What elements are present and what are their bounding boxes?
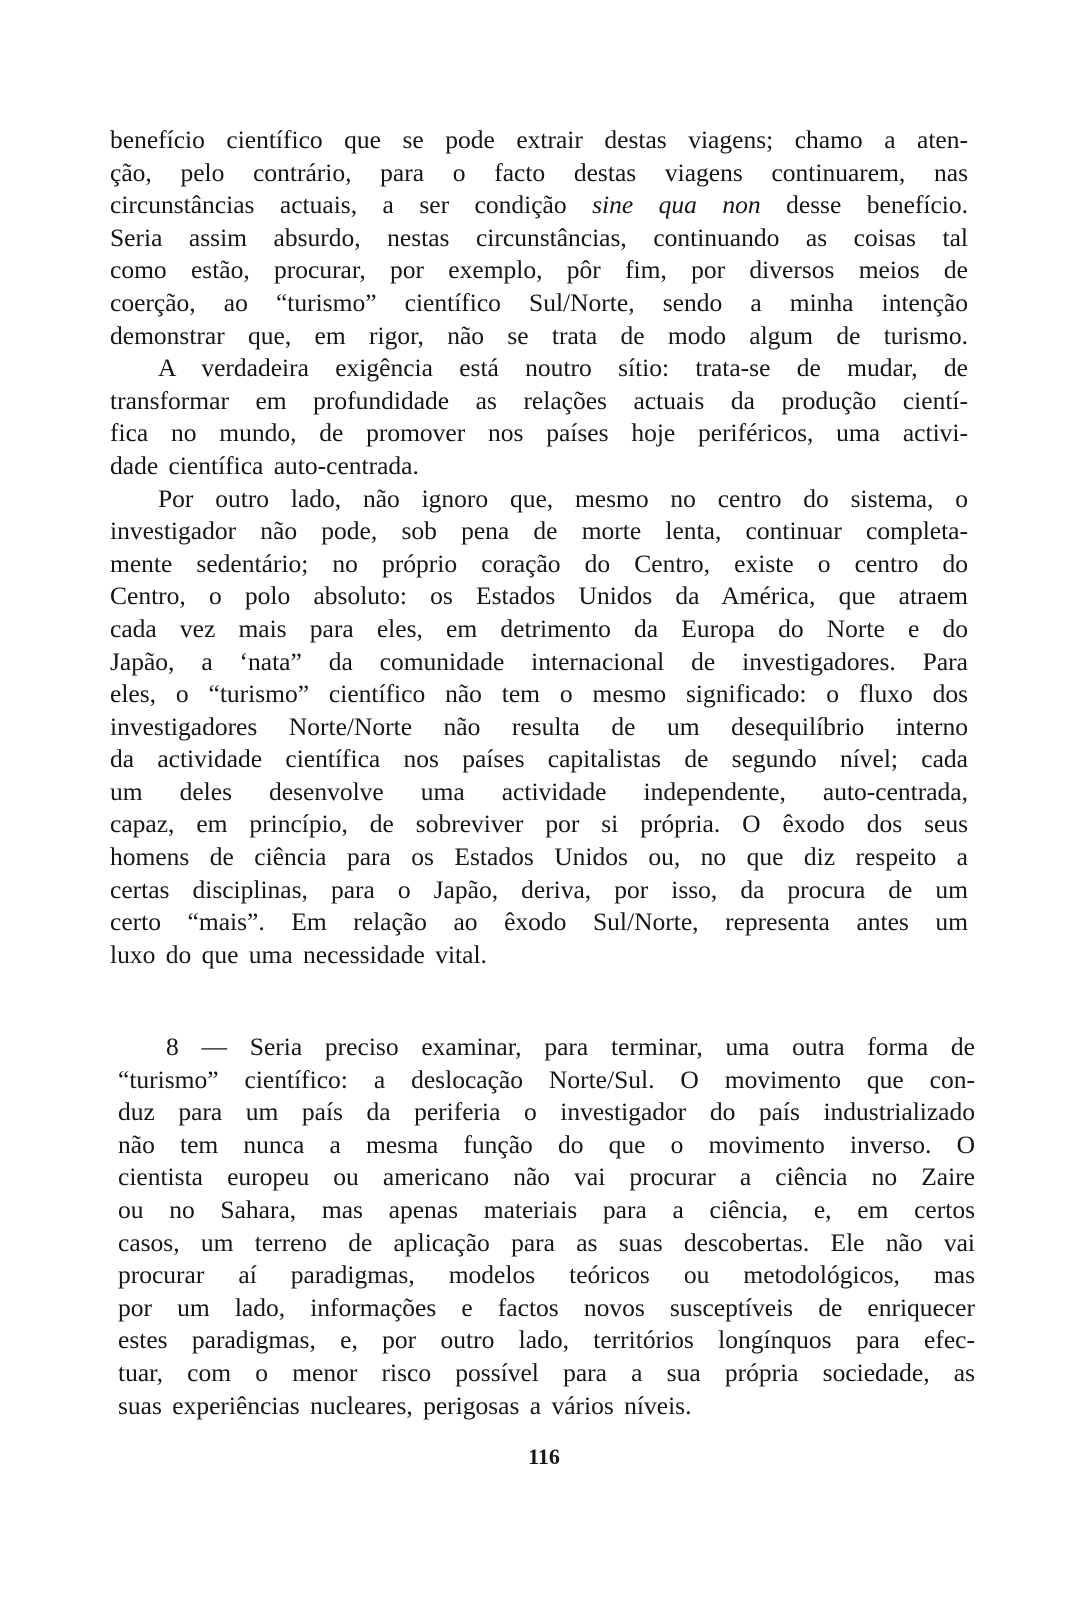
text-line [110, 287, 968, 320]
line-text: não tem nunca a mesma função do que o movimento inverso. O [118, 1129, 975, 1159]
text-line [110, 743, 968, 776]
line-text: cada vez mais para eles, em detrimento da Europa do Norte e do [110, 613, 968, 643]
text-section-1 [110, 124, 968, 971]
text-line [110, 808, 968, 841]
line-text: “turismo” científico: a deslocação Norte/Sul. O movimento que con- [118, 1064, 975, 1094]
text-line [110, 320, 968, 353]
text-section-2-numbered-point-8 [118, 1031, 975, 1422]
line-text: Japão, a ‘nata” da comunidade internacional de investigadores. Para [110, 646, 968, 676]
line-text: Por outro lado, não ignoro que, mesmo no centro do sistema, o [158, 483, 968, 513]
line-text: homens de ciência para os Estados Unidos ou, no que diz respeito a [110, 842, 968, 872]
line-text: procurar aí paradigmas, modelos teóricos ou metodológicos, mas [118, 1260, 975, 1290]
text-line [110, 841, 968, 874]
line-text: dade científica auto-centrada. [110, 450, 419, 480]
text-line [118, 1259, 975, 1292]
text-line [110, 157, 968, 190]
text-line [110, 124, 968, 157]
text-line [110, 483, 968, 516]
text-line [110, 678, 968, 711]
line-text: um deles desenvolve uma actividade independente, auto-centrada, [110, 776, 968, 806]
line-text: demonstrar que, em rigor, não se trata de modo algum de turismo. [110, 320, 968, 350]
line-text: benefício científico que se pode extrair destas viagens; chamo a aten- [110, 125, 968, 154]
text-line [110, 906, 968, 939]
text-line [110, 548, 968, 581]
page-number: 116 [528, 1444, 560, 1469]
italic-phrase: sine qua non [592, 190, 761, 220]
line-text: investigador não pode, sob pena de morte lenta, continuar completa- [110, 516, 968, 546]
line-text: coerção, ao “turismo” científico Sul/Norte, sendo a minha intenção [110, 287, 968, 317]
text-line [110, 515, 968, 548]
line-text: duz para um país da periferia o investigador do país industrializado [118, 1097, 975, 1127]
text-line [118, 1357, 975, 1390]
text-line [110, 189, 968, 222]
text-line [118, 1227, 975, 1260]
text-line [110, 613, 968, 646]
text-line [110, 874, 968, 907]
line-text: investigadores Norte/Norte não resulta de um desequilíbrio interno [110, 711, 968, 741]
line-text: fica no mundo, de promover nos países hoje periféricos, uma activi- [110, 418, 968, 448]
text-line [118, 1292, 975, 1325]
text-line [110, 776, 968, 809]
line-text: luxo do que uma necessidade vital. [110, 939, 487, 969]
line-text: casos, um terreno de aplicação para as suas descobertas. Ele não vai [118, 1227, 975, 1257]
text-line [118, 1324, 975, 1357]
text-line [118, 1390, 975, 1423]
line-text: capaz, em princípio, de sobreviver por si própria. O êxodo dos seus [110, 809, 968, 839]
line-text: certo “mais”. Em relação ao êxodo Sul/Norte, representa antes um [110, 907, 968, 937]
text-line [118, 1194, 975, 1227]
line-text: ou no Sahara, mas apenas materiais para a ciência, e, em certos [118, 1194, 975, 1224]
text-line [110, 580, 968, 613]
text-line [118, 1161, 975, 1194]
text-line [110, 254, 968, 287]
line-text: circunstâncias actuais, a ser condição [110, 190, 593, 220]
text-line [110, 939, 968, 972]
line-text: como estão, procurar, por exemplo, pôr fim, por diversos meios de [110, 255, 968, 285]
line-text: tuar, com o menor risco possível para a sua própria sociedade, as [118, 1357, 975, 1387]
line-text: Seria assim absurdo, nestas circunstâncias, continuando as coisas tal [110, 222, 968, 252]
text-line [118, 1129, 975, 1162]
line-text: certas disciplinas, para o Japão, deriva, por isso, da procura de um [110, 874, 968, 904]
line-text: A verdadeira exigência está noutro sítio: trata-se de mudar, de [158, 353, 968, 383]
text-line [110, 222, 968, 255]
line-text: estes paradigmas, e, por outro lado, territórios longínquos para efec- [118, 1325, 975, 1355]
text-line [110, 417, 968, 450]
text-line [110, 385, 968, 418]
line-text: cientista europeu ou americano não vai procurar a ciência no Zaire [118, 1162, 975, 1192]
line-text: da actividade científica nos países capitalistas de segundo nível; cada [110, 744, 968, 774]
line-text: transformar em profundidade as relações actuais da produção cientí- [110, 385, 968, 415]
text-line [110, 646, 968, 679]
text-line [118, 1096, 975, 1129]
line-text: eles, o “turismo” científico não tem o mesmo significado: o fluxo dos [110, 679, 968, 709]
line-text: 8 — Seria preciso examinar, para terminar, uma outra forma de [166, 1032, 975, 1061]
text-line [110, 450, 968, 483]
text-line [110, 352, 968, 385]
line-text: por um lado, informações e factos novos susceptíveis de enriquecer [118, 1292, 975, 1322]
line-text: ção, pelo contrário, para o facto destas viagens continuarem, nas [110, 157, 968, 187]
line-text: Centro, o polo absoluto: os Estados Unidos da América, que atraem [110, 581, 968, 611]
text-line [118, 1031, 975, 1064]
line-text: mente sedentário; no próprio coração do Centro, existe o centro do [110, 548, 968, 578]
line-text: suas experiências nucleares, perigosas a vários níveis. [118, 1390, 692, 1420]
text-line [110, 711, 968, 744]
text-line [118, 1064, 975, 1097]
line-text-continued: desse benefício. [760, 190, 969, 220]
